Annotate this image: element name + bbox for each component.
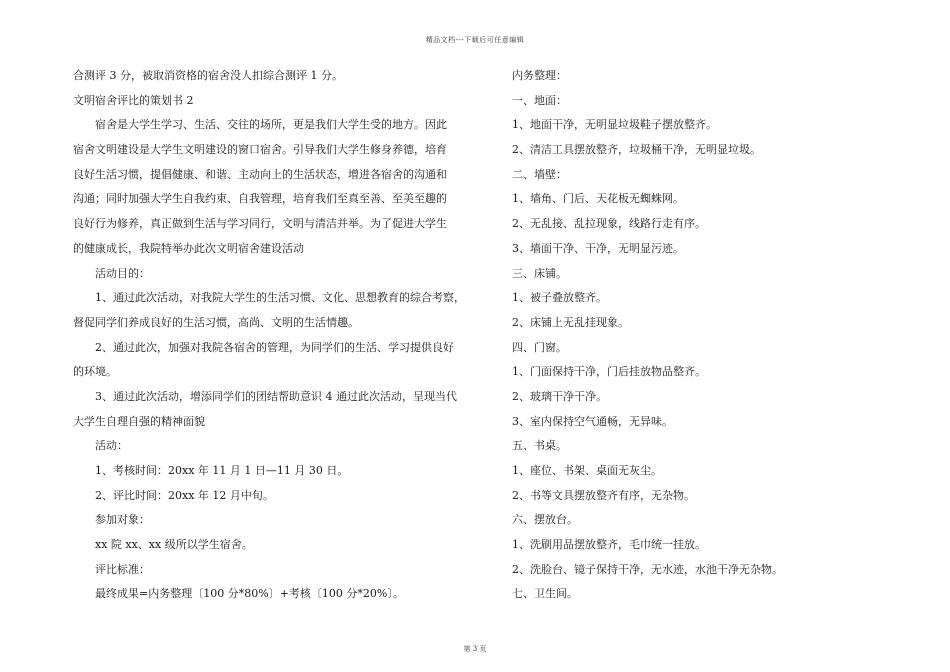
text-line: 1、通过此次活动，对我院大学生的生活习惯、文化、思想教育的综合考察，: [95, 291, 465, 305]
text-line: 2、清洁工具摆放整齐，垃圾桶干净，无明显垃圾。: [512, 143, 761, 157]
text-line: 督促同学们养成良好的生活习惯，高尚、文明的生活情趣。: [73, 315, 359, 329]
text-line: 六、摆放台。: [512, 513, 578, 527]
text-line: 2、玻璃干净干净。: [512, 389, 607, 403]
text-line: 文明宿舍评比的策划书 2: [73, 93, 194, 107]
text-line: 一、地面：: [512, 93, 567, 107]
text-line: 1、门面保持干净，门后挂放物品整齐。: [512, 365, 706, 379]
text-line: 的环境。: [73, 365, 117, 379]
text-line: 2、通过此次，加强对我院各宿舍的管理，为同学们的生活、学习提供良好: [95, 340, 454, 354]
page-number: 第 3 页: [463, 645, 487, 653]
text-line: 良好行为修养，真正做到生活与学习同行，文明与清洁并举。为了促进大学生: [73, 217, 447, 231]
text-line: 活动：: [95, 439, 128, 453]
text-line: 2、洗脸台、镜子保持干净，无水迹，水池干净无杂物。: [512, 562, 783, 576]
text-line: 1、考核时间：20xx 年 11 月 1 日—11 月 30 日。: [95, 464, 349, 477]
text-line: 最终成果=内务整理〔100 分*80%〕+考核〔100 分*20%〕。: [95, 587, 404, 601]
right-column: [512, 64, 892, 607]
text-line: 七、卫生间。: [512, 587, 578, 601]
text-line: 内务整理：: [512, 69, 567, 82]
text-line: 2、评比时间：20xx 年 12 月中旬。: [95, 488, 274, 502]
text-line: 合测评 3 分，被取消资格的宿舍没人扣综合测评 1 分。: [73, 69, 343, 82]
text-line: 1、地面干净，无明显垃圾鞋子摆放整齐。: [512, 118, 717, 132]
text-line: 1、被子叠放整齐。: [512, 291, 607, 305]
text-line: 的健康成长，我院特举办此次文明宿舍建设活动: [73, 241, 304, 255]
text-line: 3、室内保持空气通畅，无异味。: [512, 414, 673, 428]
text-line: 大学生自理自强的精神面貌: [73, 414, 205, 428]
text-line: 1、墙角、门后、天花板无蜘蛛网。: [512, 192, 684, 206]
text-line: 参加对象：: [95, 513, 150, 527]
text-line: xx 院 xx、xx 级所以学生宿舍。: [95, 538, 253, 552]
text-line: 二、墙壁：: [512, 167, 567, 181]
text-line: 宿舍是大学生学习、生活、交往的场所，更是我们大学生受的地方。因此: [95, 118, 447, 132]
text-line: 1、洗刷用品摆放整齐，毛巾统一挂放。: [512, 538, 706, 552]
text-line: 四、门窗。: [512, 340, 567, 354]
text-line: 五、书桌。: [512, 439, 567, 453]
text-line: 3、通过此次活动，增添同学们的团结帮助意识 4 通过此次活动，呈现当代: [95, 389, 457, 403]
text-line: 3、墙面干净、干净，无明显污迹。: [512, 241, 684, 255]
text-line: 三、床铺。: [512, 266, 567, 280]
page-header: 精品文档---下载后可任意编辑: [425, 36, 525, 44]
text-line: 2、无乱接、乱拉现象，线路行走有序。: [512, 217, 706, 231]
text-line: 2、书等文具摆放整齐有序，无杂物。: [512, 488, 695, 502]
text-line: 沟通；同时加强大学生自我约束、自我管理，培育我们至真至善、至美至趣的: [73, 192, 447, 206]
text-line: 宿舍文明建设是大学生文明建设的窗口宿舍。引导我们大学生修身养德，培育: [73, 143, 447, 157]
text-line: 2、床铺上无乱挂现象。: [512, 315, 629, 329]
left-column: [73, 64, 471, 607]
text-line: 评比标准：: [95, 562, 150, 576]
text-line: 1、座位、书架、桌面无灰尘。: [512, 464, 662, 477]
text-line: 良好生活习惯，提倡健康、和谐、主动向上的生活状态，增进各宿舍的沟通和: [73, 167, 447, 181]
text-line: 活动目的：: [95, 266, 150, 280]
